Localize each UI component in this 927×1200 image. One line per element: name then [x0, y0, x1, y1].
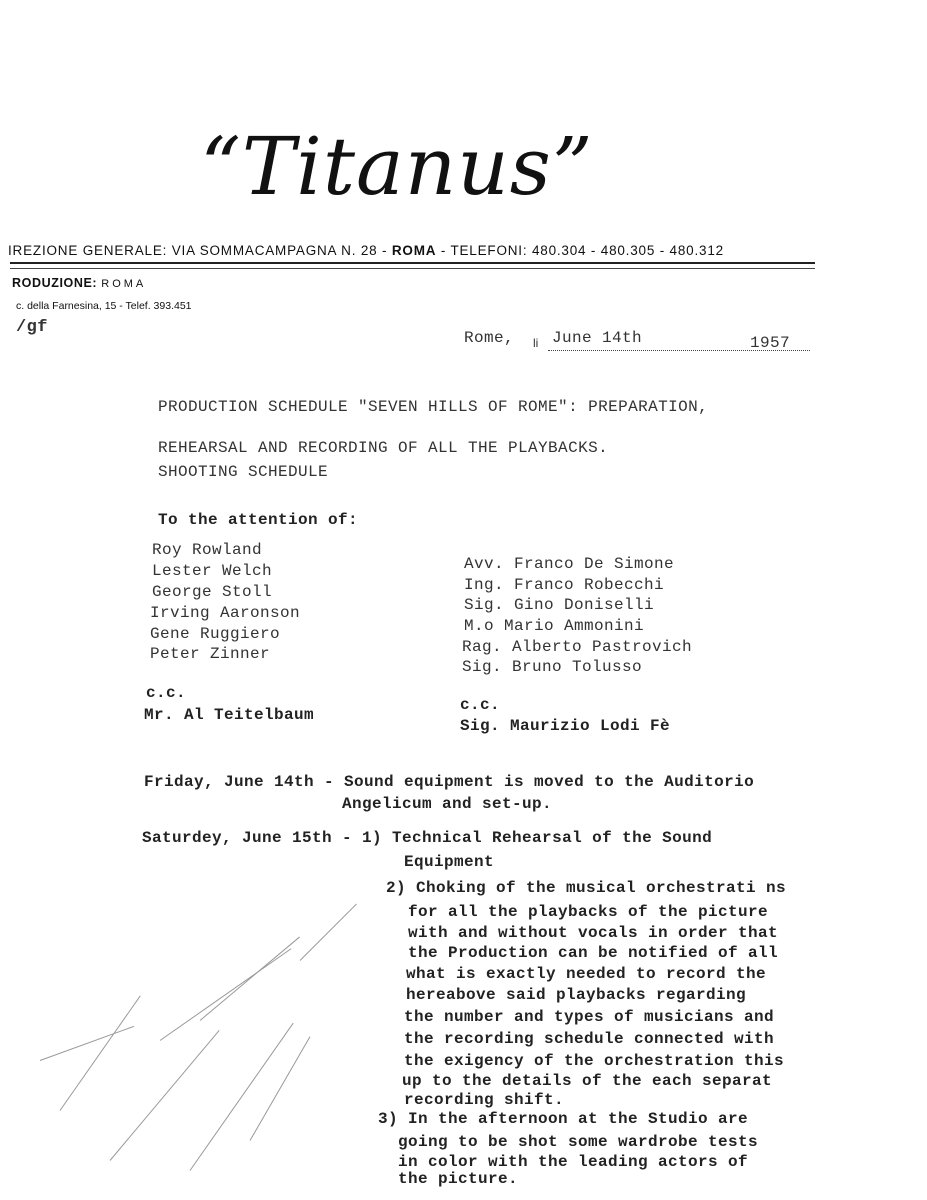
pencil-stroke	[110, 1030, 220, 1161]
address-city: ROMA	[391, 243, 437, 258]
schedule-line: the Production can be notified of all	[408, 944, 779, 962]
production-heading	[12, 276, 146, 290]
subject-line: REHEARSAL AND RECORDING OF ALL THE PLAYBACKS.	[158, 439, 609, 457]
schedule-line: for all the playbacks of the picture	[408, 903, 769, 921]
recipient-left: George Stoll	[152, 583, 273, 601]
production-label: RODUZIONE:	[12, 276, 102, 290]
schedule-line: the picture.	[398, 1170, 519, 1188]
cc-label-right: c.c.	[460, 696, 501, 714]
recipient-right: Avv. Franco De Simone	[464, 555, 675, 573]
recipient-right: Sig. Gino Doniselli	[464, 596, 655, 614]
recipient-right: M.o Mario Ammonini	[464, 617, 645, 635]
pencil-stroke	[160, 948, 292, 1041]
recipient-left: Roy Rowland	[152, 541, 263, 559]
production-address: c. della Farnesina, 15 - Telef. 393.451	[16, 300, 192, 312]
reference-initials: /gf	[16, 318, 48, 337]
schedule-line: the recording schedule connected with	[404, 1030, 775, 1048]
schedule-line: recording shift.	[404, 1091, 565, 1109]
pencil-stroke	[200, 937, 300, 1021]
schedule-line: in color with the leading actors of	[398, 1153, 749, 1171]
subject-line: SHOOTING SCHEDULE	[158, 463, 329, 481]
schedule-line: 3) In the afternoon at the Studio are	[378, 1110, 749, 1128]
pencil-stroke	[60, 996, 141, 1111]
schedule-line: up to the details of the each separat	[402, 1072, 773, 1090]
pencil-stroke	[250, 1036, 311, 1140]
cc-recipient-right: Sig. Maurizio Lodi Fè	[460, 717, 671, 735]
production-city: ROMA	[101, 278, 147, 290]
schedule-line: 2) Choking of the musical orchestrati ns	[386, 879, 787, 897]
date-li: li	[533, 336, 539, 350]
pencil-stroke	[40, 1026, 134, 1061]
date-day: June 14th	[552, 329, 643, 347]
letterhead-address	[8, 243, 724, 258]
schedule-line: Angelicum and set-up.	[342, 795, 553, 813]
recipient-right: Ing. Franco Robecchi	[464, 576, 665, 594]
schedule-line: the number and types of musicians and	[404, 1008, 775, 1026]
subject-line: PRODUCTION SCHEDULE "SEVEN HILLS OF ROME": PREPARATION,	[158, 398, 709, 416]
schedule-line: with and without vocals in order that	[408, 924, 779, 942]
date-place: Rome,	[464, 329, 515, 347]
recipient-left: Gene Ruggiero	[150, 625, 281, 643]
recipient-right: Rag. Alberto Pastrovich	[462, 638, 693, 656]
recipient-left: Irving Aaronson	[150, 604, 301, 622]
pencil-stroke	[300, 904, 357, 961]
schedule-line: what is exactly needed to record the	[406, 965, 767, 983]
schedule-line: Saturdey, June 15th - 1) Technical Rehearsal of the Sound	[142, 829, 713, 847]
address-prefix: IREZIONE GENERALE: VIA SOMMACAMPAGNA N. 28 -	[8, 243, 392, 258]
titanus-logo: “Titanus”	[200, 120, 594, 213]
recipient-left: Peter Zinner	[150, 645, 271, 663]
schedule-line: hereabove said playbacks regarding	[406, 986, 747, 1004]
address-phones: - TELEFONI: 480.304 - 480.305 - 480.312	[436, 243, 724, 258]
schedule-line: Friday, June 14th - Sound equipment is moved to the Auditorio	[144, 773, 755, 791]
cc-recipient-left: Mr. Al Teitelbaum	[144, 706, 315, 724]
recipient-right: Sig. Bruno Tolusso	[462, 658, 643, 676]
schedule-line: going to be shot some wardrobe tests	[398, 1133, 759, 1151]
schedule-line: Equipment	[404, 853, 495, 871]
letterhead-rule	[10, 262, 815, 264]
attention-label: To the attention of:	[158, 511, 359, 529]
cc-label-left: c.c.	[146, 684, 187, 702]
date-year: 1957	[750, 334, 791, 352]
schedule-line: the exigency of the orchestration this	[404, 1052, 785, 1070]
letterhead-rule-thin	[10, 268, 815, 269]
recipient-left: Lester Welch	[152, 562, 273, 580]
